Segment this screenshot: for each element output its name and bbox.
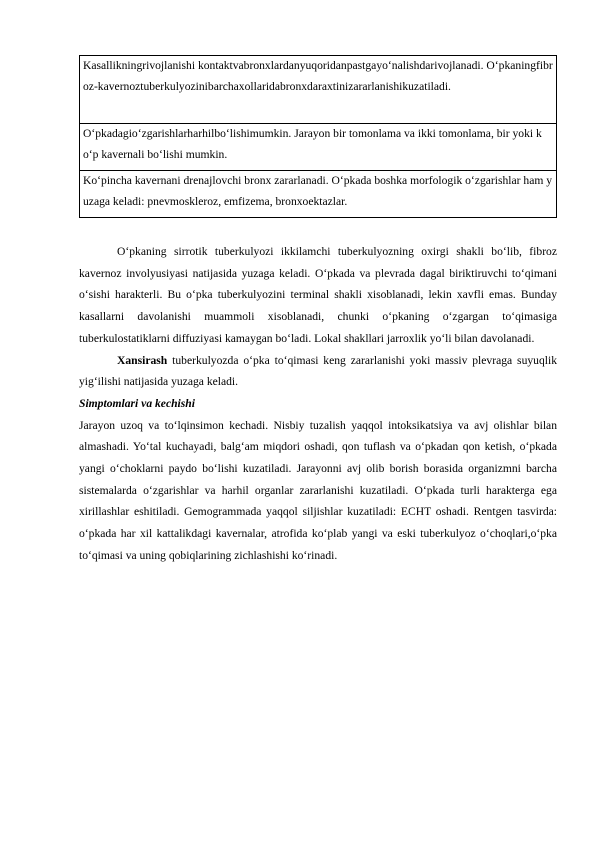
paragraph-sirrotik: O‘pkaning sirrotik tuberkulyozi ikkilamchi tuberkulyozning oxirgi shakli bo‘lib, fibroz kavernoz involyusiyasi natijasida yuzaga keladi. O‘pkada va plevrada dagal biriktiruvchi to‘qimani o‘sishi harakterli. Bu o‘pka tuberkulyozini terminal shakli xisoblanadi, lekin xavfli emas. Bunday kasallarni davolanishi muammoli xisoblanadi, chunki o‘pkaning o‘zgargan to‘qimasiga tuberkulostatiklarni diffuziyasi kamaygan bo‘ladi. Lokal shakllari jarroxlik yo‘li bilan davolanadi.: [79, 245, 557, 345]
table-cell: Ko‘pincha kavernani drenajlovchi bronx zararlanadi. O‘pkada boshka morfologik o‘zgarishlar ham yuzaga keladi: pnevmoskleroz, emfizema, bronxoektazlar.: [80, 171, 557, 218]
term-xansirash: Xansirash: [117, 353, 168, 367]
info-table: [79, 55, 557, 218]
table-cell: Kasallikningrivojlanishi kontaktvabronxlardanyuqoridanpastgayo‘nalishdarivojlanadi. O‘pkaningfibroz-kavernoztuberkulyozinibarchaxollaridabronxdaraxtinizararlanishikuzatiladi.: [80, 56, 557, 124]
document-page: [79, 55, 557, 567]
paragraph-simptomlar: Jarayon uzoq va to‘lqinsimon kechadi. Nisbiy tuzalish yaqqol intoksikatsiya va avj olishlar bilan almashadi. Yo‘tal kuchayadi, balg‘am miqdori oshadi, qon tuflash va o‘pkadan qon ketish, o‘pkada yangi o‘choklarni paydo bo‘lishi kuzatiladi. Jarayonni avj olib borish borasida organizmni barcha sistemalarda o‘zgarishlar va harhil organlar zararlanishi kuzatiladi. O‘pkada turli harakterga ega xirillashlar eshitiladi. Gemogrammada yaqqol siljishlar kuzatiladi: ECHT oshadi. Rentgen tasvirda: o‘pkada har xil kattalikdagi kavernalar, atrofida ko‘plab yangi va eski tuberkulyoz o‘choqlari,o‘pka to‘qimasi va uning qobiqlarining zichlashishi ko‘rinadi.: [79, 418, 557, 562]
table-row: [80, 171, 557, 218]
table-row: [80, 124, 557, 171]
section-heading: Simptomlari va kechishi: [79, 396, 195, 410]
table-cell: O‘pkadagio‘zgarishlarharhilbo‘lishimumkin. Jarayon bir tomonlama va ikki tomonlama, bir yoki ko‘p kavernali bo‘lishi mumkin.: [80, 124, 557, 171]
table-row: [80, 56, 557, 124]
paragraph-xansirash-text: tuberkulyozda o‘pka to‘qimasi keng zararlanishi yoki massiv plevraga suyuqlik yig‘ilishi natijasida yuzaga keladi.: [79, 353, 557, 389]
document-body: [79, 241, 557, 567]
paragraph-xansirash: [79, 350, 557, 393]
